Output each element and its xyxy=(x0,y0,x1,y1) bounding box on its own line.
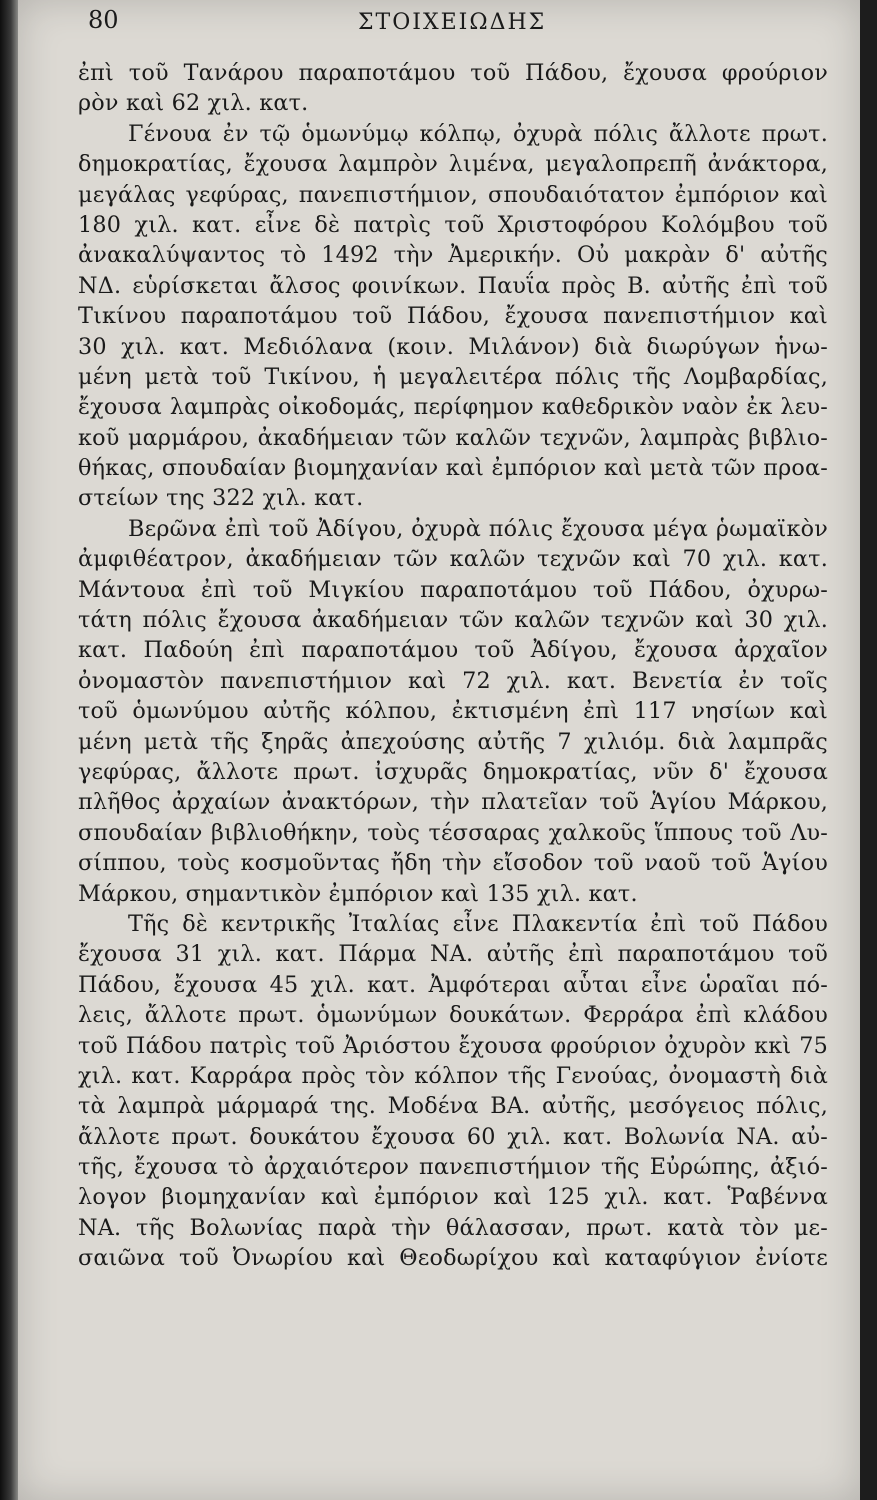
body-text xyxy=(78,58,828,1274)
text-line: σίππου, τοὺς κοσμοῦντας ἤδη τὴν εἴσοδον τοῦ ναοῦ τοῦ Ἁγίου xyxy=(78,850,828,877)
text-line: 30 χιλ. κατ. Μεδιόλανα (κοιν. Μιλάνον) διὰ διωρύγων ἡνω- xyxy=(78,333,828,360)
text-line: Μάντουα ἐπὶ τοῦ Μιγκίου παραποτάμου τοῦ Πάδου, ὀχυρω- xyxy=(78,576,828,603)
page-number: 80 xyxy=(88,6,119,34)
text-line: σπουδαίαν βιβλιοθήκην, τοὺς τέσσαρας χαλκοῦς ἵππους τοῦ Λυ- xyxy=(78,819,828,846)
text-line: ἔχουσα λαμπρὰς οἰκοδομάς, περίφημον καθεδρικὸν ναὸν ἐκ λευ- xyxy=(78,394,828,421)
text-line: ρὸν καὶ 62 χιλ. κατ. xyxy=(78,90,309,117)
text-line: μεγάλας γεφύρας, πανεπιστήμιον, σπουδαιότατον ἐμπόριον καὶ xyxy=(78,181,828,208)
text-line: μένη μετὰ τῆς ξηρᾶς ἀπεχούσης αὐτῆς 7 χιλιόμ. διὰ λαμπρᾶς xyxy=(78,728,828,755)
text-line: σαιῶνα τοῦ Ὀνωρίου καὶ Θεοδωρίχου καὶ καταφύγιον ἐνίοτε xyxy=(78,1245,828,1272)
text-line: ὀνομαστὸν πανεπιστήμιον καὶ 72 χιλ. κατ. Βενετία ἐν τοῖς xyxy=(78,667,828,694)
text-line: Μάρκου, σημαντικὸν ἐμπόριον καὶ 135 χιλ. κατ. xyxy=(78,880,638,907)
text-line: γεφύρας, ἄλλοτε πρωτ. ἰσχυρᾶς δημοκρατίας, νῦν δ' ἔχουσα xyxy=(78,758,828,785)
text-line: Τῆς δὲ κεντρικῆς Ἰταλίας εἶνε Πλακεντία ἐπὶ τοῦ Πάδου xyxy=(128,910,828,937)
text-line: Γένουα ἐν τῷ ὁμωνύμῳ κόλπῳ, ὀχυρὰ πόλις ἄλλοτε πρωτ. xyxy=(128,120,828,147)
text-line: ΝΔ. εὑρίσκεται ἄλσος φοινίκων. Παυΐα πρὸς Β. αὐτῆς ἐπὶ τοῦ xyxy=(78,272,828,299)
text-line: 180 χιλ. κατ. εἶνε δὲ πατρὶς τοῦ Χριστοφόρου Κολόμβου τοῦ xyxy=(78,211,828,238)
text-line: ἐπὶ τοῦ Τανάρου παραποτάμου τοῦ Πάδου, ἔχουσα φρούριον xyxy=(78,60,828,86)
text-line: στείων της 322 χιλ. κατ. xyxy=(78,485,364,512)
text-line: ἀνακαλύψαντος τὸ 1492 τὴν Ἀμερικήν. Οὐ μακρὰν δ' αὐτῆς xyxy=(78,242,828,269)
text-line: χιλ. κατ. Καρράρα πρὸς τὸν κόλπον τῆς Γενούας, ὀνομαστὴ διὰ xyxy=(78,1062,828,1089)
text-line: Πάδου, ἔχουσα 45 χιλ. κατ. Ἀμφότεραι αὗται εἶνε ὡραῖαι πό- xyxy=(78,971,828,998)
text-line: ἀμφιθέατρον, ἀκαδήμειαν τῶν καλῶν τεχνῶν καὶ 70 χιλ. κατ. xyxy=(78,546,828,573)
text-line: Τικίνου παραποτάμου τοῦ Πάδου, ἔχουσα πανεπιστήμιον καὶ xyxy=(78,303,828,330)
page-header xyxy=(18,0,860,40)
text-line: λογον βιομηχανίαν καὶ ἐμπόριον καὶ 125 χιλ. κατ. Ῥαβέννα xyxy=(78,1184,828,1211)
text-line: κατ. Παδούη ἐπὶ παραποτάμου τοῦ Ἀδίγου, ἔχουσα ἀρχαῖον xyxy=(78,637,828,664)
text-line: μένη μετὰ τοῦ Τικίνου, ἡ μεγαλειτέρα πόλις τῆς Λομβαρδίας, xyxy=(78,363,828,390)
text-line: τοῦ Πάδου πατρὶς τοῦ Ἀριόστου ἔχουσα φρούριον ὀχυρὸν κκὶ 75 xyxy=(78,1032,828,1059)
book-page xyxy=(18,0,860,1500)
text-line: τῆς, ἔχουσα τὸ ἀρχαιότερον πανεπιστήμιον τῆς Εὐρώπης, ἀξιό- xyxy=(78,1154,828,1181)
page-edge-shadow xyxy=(0,0,18,1500)
text-line: λεις, ἄλλοτε πρωτ. ὁμωνύμων δουκάτων. Φερράρα ἐπὶ κλάδου xyxy=(78,1002,828,1029)
text-line: κοῦ μαρμάρου, ἀκαδήμειαν τῶν καλῶν τεχνῶν, λαμπρὰς βιβλιο- xyxy=(78,424,828,451)
text-line: ΝΑ. τῆς Βολωνίας παρὰ τὴν θάλασσαν, πρωτ. κατὰ τὸν με- xyxy=(78,1214,828,1241)
text-line: τὰ λαμπρὰ μάρμαρά της. Μοδένα ΒΑ. αὐτῆς, μεσόγειος πόλις, xyxy=(78,1093,828,1120)
text-line: πλῆθος ἀρχαίων ἀνακτόρων, τὴν πλατεῖαν τοῦ Ἁγίου Μάρκου, xyxy=(78,789,828,816)
text-line: ἔχουσα 31 χιλ. κατ. Πάρμα ΝΑ. αὐτῆς ἐπὶ παραποτάμου τοῦ xyxy=(78,941,828,968)
text-line: ἄλλοτε πρωτ. δουκάτου ἔχουσα 60 χιλ. κατ. Βολωνία ΝΑ. αὐ- xyxy=(78,1123,828,1150)
text-line: Βερῶνα ἐπὶ τοῦ Ἀδίγου, ὀχυρὰ πόλις ἔχουσα μέγα ῥωμαϊκὸν xyxy=(128,515,828,542)
text-line: θήκας, σπουδαίαν βιομηχανίαν καὶ ἐμπόριον καὶ μετὰ τῶν προα- xyxy=(78,455,828,482)
text-line: τοῦ ὁμωνύμου αὐτῆς κόλπου, ἐκτισμένη ἐπὶ 117 νησίων καὶ xyxy=(78,698,828,725)
running-head: ΣΤΟΙΧΕΙΩΔΗΣ xyxy=(358,10,547,35)
text-line: τάτη πόλις ἔχουσα ἀκαδήμειαν τῶν καλῶν τεχνῶν καὶ 30 χιλ. xyxy=(78,607,828,634)
text-line: δημοκρατίας, ἔχουσα λαμπρὸν λιμένα, μεγαλοπρεπῆ ἀνάκτορα, xyxy=(78,151,828,178)
